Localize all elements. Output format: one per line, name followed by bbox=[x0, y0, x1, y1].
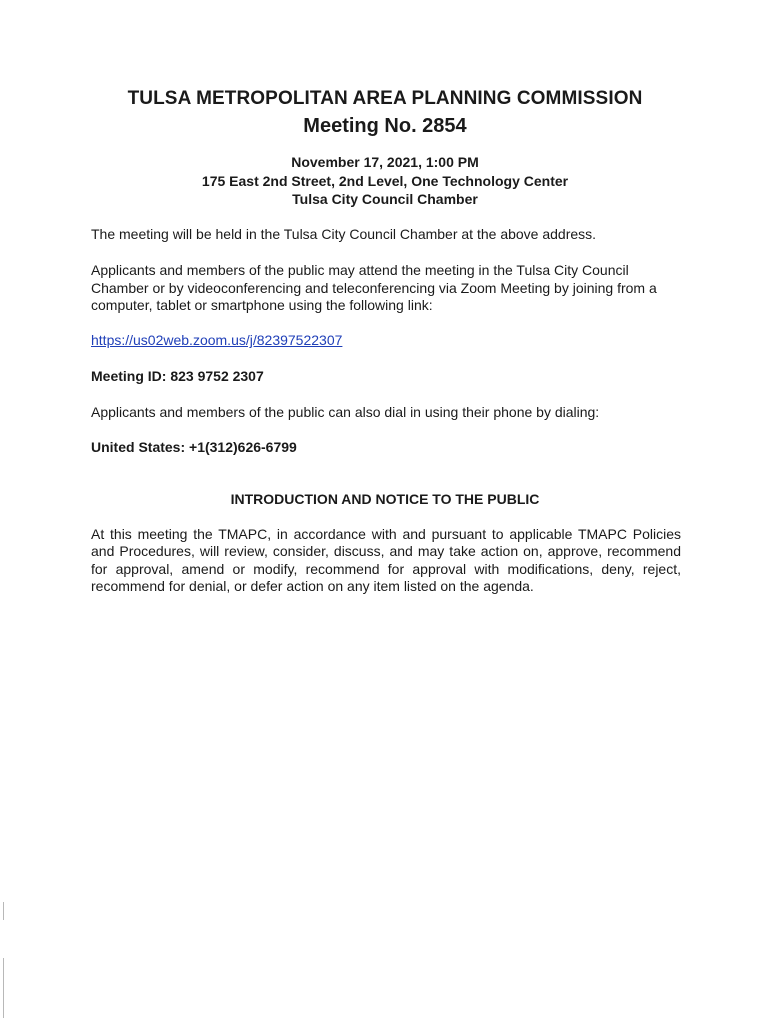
attendance-notice: Applicants and members of the public may attend the meeting in the Tulsa City Council Chamber or by videoconferencing and teleconferencing via Zoom Meeting by joining from a computer, tablet or smartphone using the following link: bbox=[91, 262, 657, 313]
dial-in-notice: Applicants and members of the public can also dial in using their phone by dialing: bbox=[91, 404, 600, 420]
meeting-venue: Tulsa City Council Chamber bbox=[292, 191, 478, 207]
location-notice: The meeting will be held in the Tulsa City Council Chamber at the above address. bbox=[91, 226, 597, 242]
scan-artifact-mark bbox=[3, 958, 4, 1018]
meeting-id: Meeting ID: 823 9752 2307 bbox=[91, 368, 264, 384]
notice-text: At this meeting the TMAPC, in accordance with and pursuant to applicable TMAPC Policies and Procedures, will review, consider, discuss, and may take action on, approve, recommend for approval, amend or modify, recommend for approval with modifications, deny, reject, recommend for denial, or defer action on any item listed on the agenda. bbox=[91, 526, 681, 595]
meeting-address: 175 East 2nd Street, 2nd Level, One Technology Center bbox=[201, 173, 569, 189]
notice-heading: INTRODUCTION AND NOTICE TO THE PUBLIC bbox=[230, 491, 540, 507]
scan-artifact-mark bbox=[3, 902, 4, 920]
meeting-date-time: November 17, 2021, 1:00 PM bbox=[291, 154, 479, 170]
meeting-number: Meeting No. 2854 bbox=[303, 115, 467, 137]
phone-number: United States: +1(312)626-6799 bbox=[91, 439, 297, 455]
zoom-link[interactable]: https://us02web.zoom.us/j/82397522307 bbox=[91, 332, 343, 348]
document-title: TULSA METROPOLITAN AREA PLANNING COMMISSION bbox=[127, 88, 643, 109]
